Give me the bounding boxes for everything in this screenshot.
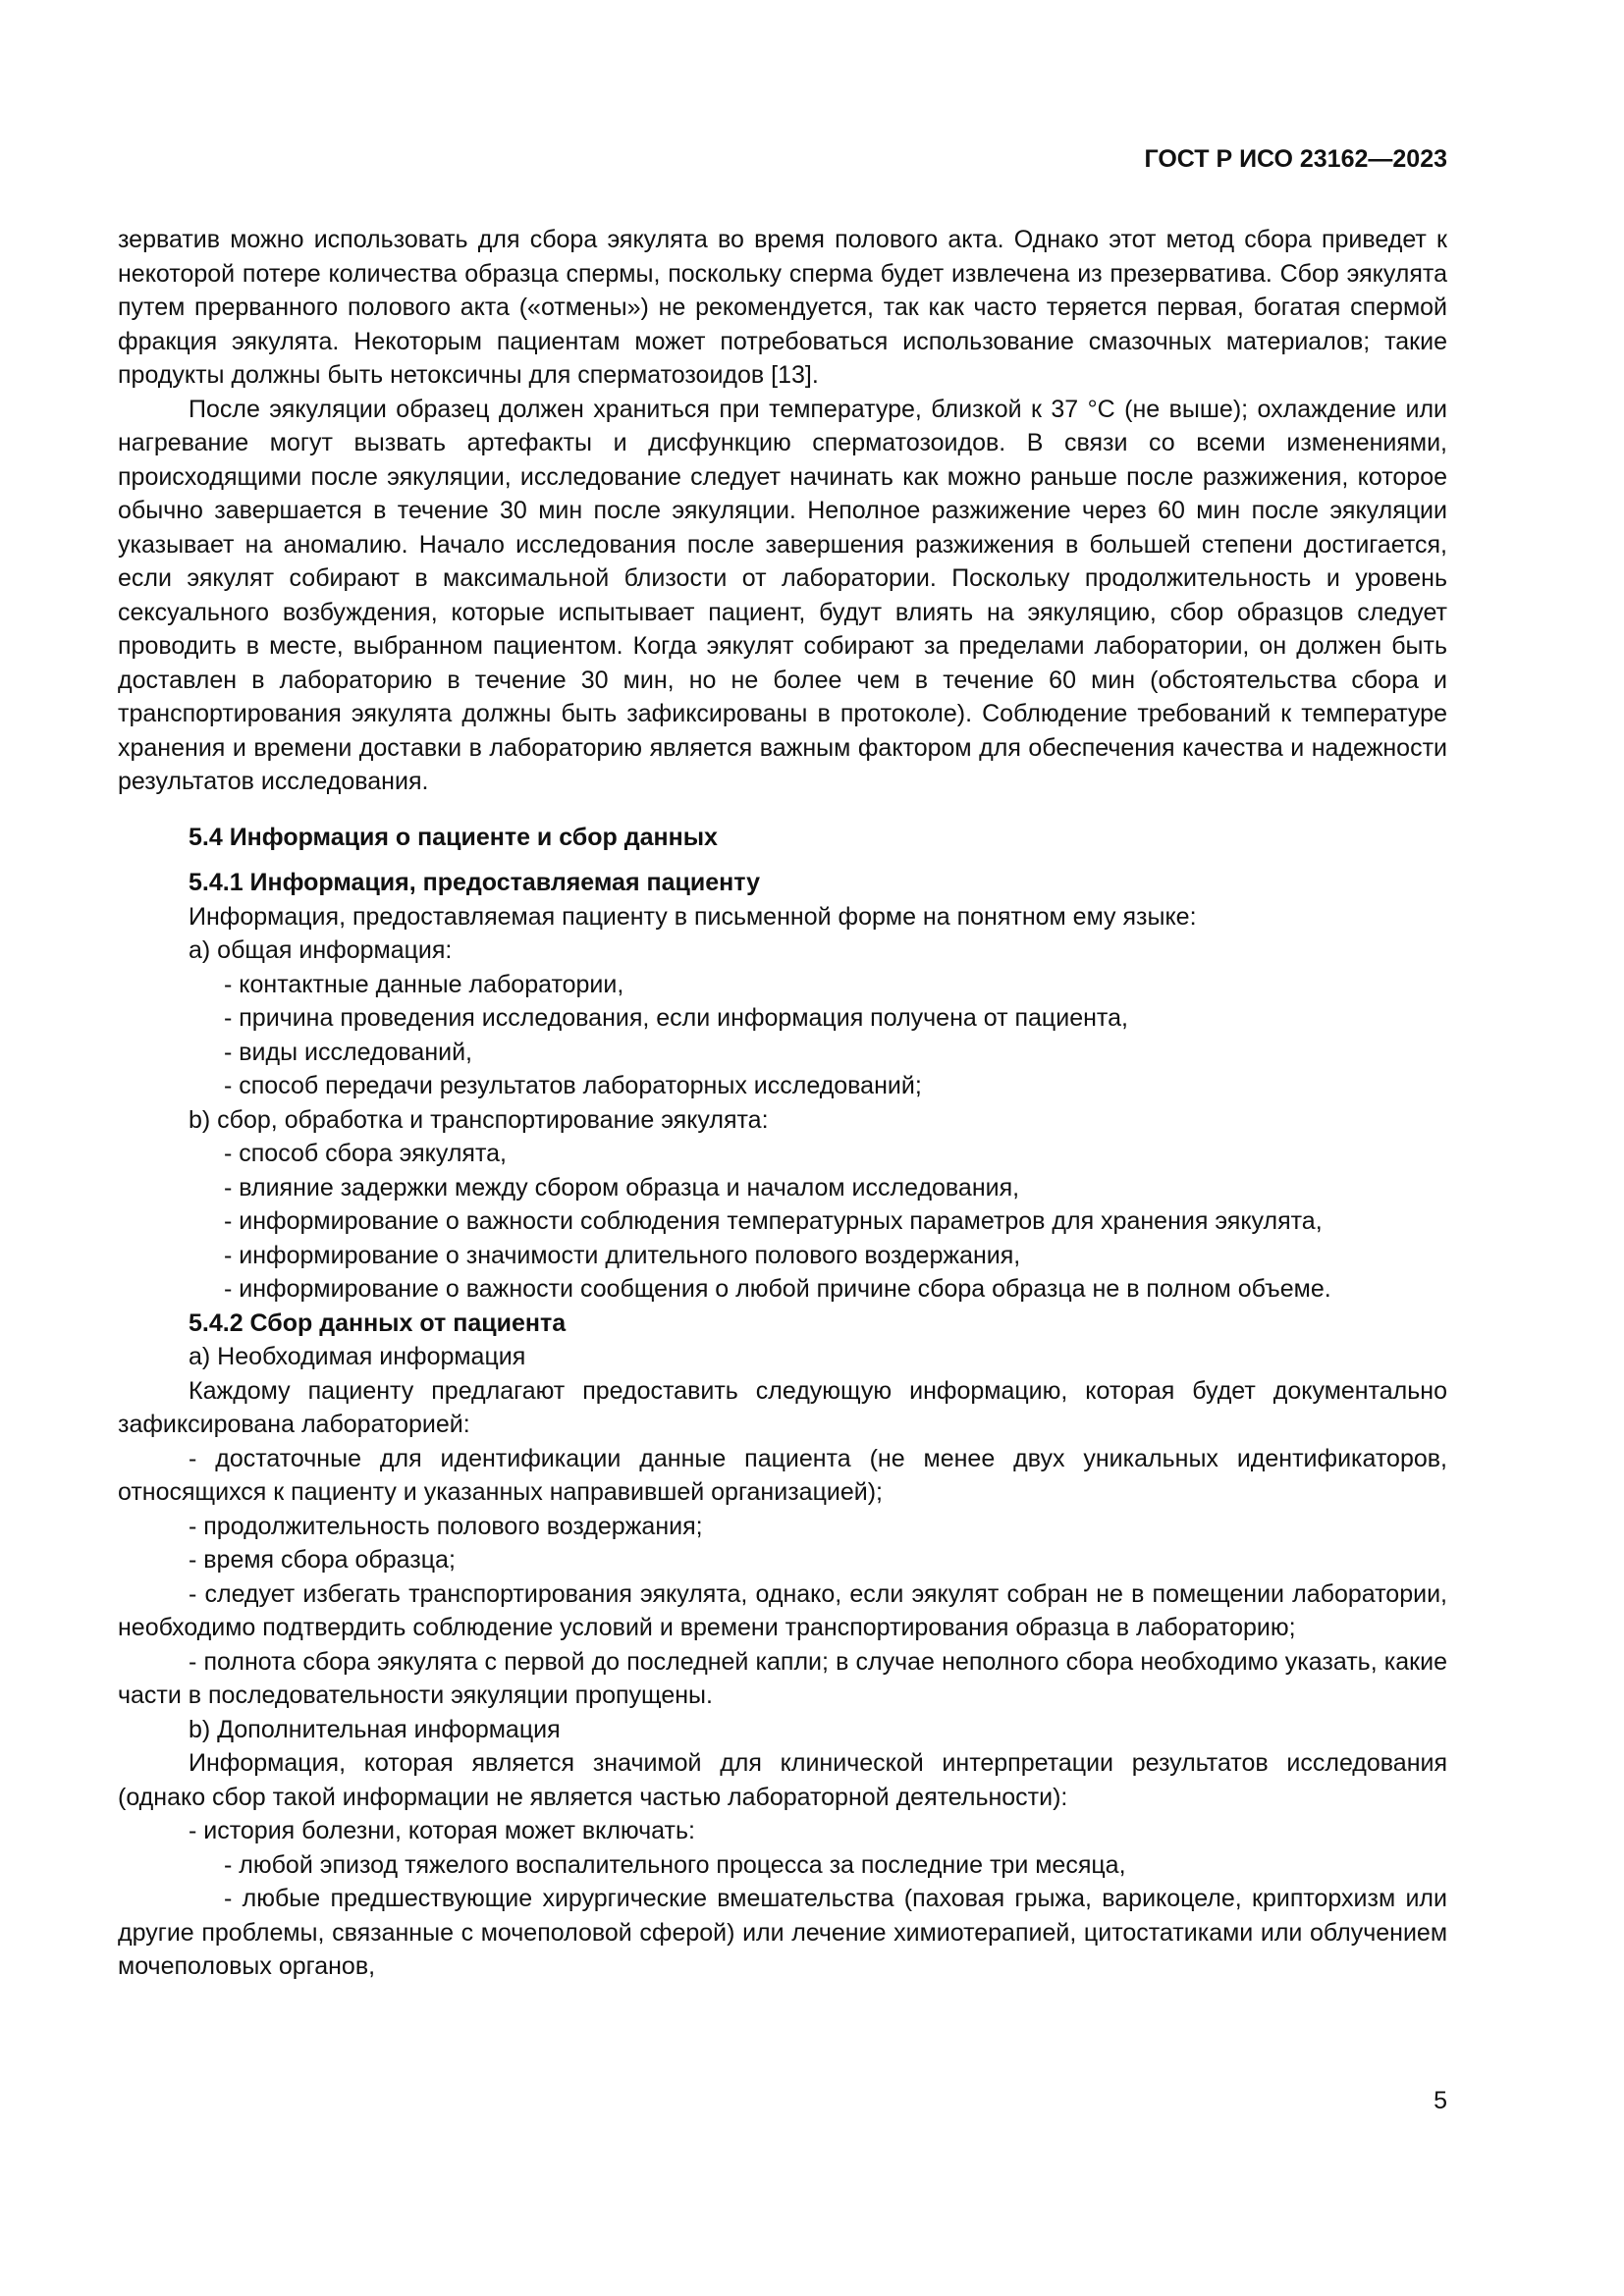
list-item: - история болезни, которая может включать: <box>189 1817 695 1844</box>
additional-info-lead: Информация, которая является значимой для клинической интерпретации результатов исследования (однако сбор такой информации не является частью лабораторной деятельности): <box>118 1749 1447 1811</box>
list-item: - причина проведения исследования, если информация получена от пациента, <box>224 1004 1128 1032</box>
required-info-lead: Каждому пациенту предлагают предоставить следующую информацию, которая будет документально зафиксирована лабораторией: <box>118 1376 1447 1438</box>
intro-paragraph-2: После эякуляции образец должен храниться при температуре, близкой к 37 °С (не выше); охлаждение или нагревание могут вызвать артефакты и дисфункцию сперматозоидов. В связи со всеми изменениями, происходящими после эякуляции, исследование следует начинать как можно раньше после разжижения, которое обычно завершается в течение 30 мин после эякуляции. Неполное разжижение через 60 мин после эякуляции указывает на аномалию. Начало исследования после завершения разжижения в большей степени достигается, если эякулят собирают в максимальной близости от лаборатории. Поскольку продолжительность и уровень сексуального возбуждения, которые испытывает пациент, будут влиять на эякуляцию, сбор образцов следует проводить в месте, выбранном пациентом. Когда эякулят собирают за пределами лаборатории, он должен быть доставлен в лабораторию в течение 30 мин, но не более чем в течение 60 мин (обстоятельства сбора и транспортирования эякулята должны быть зафиксированы в протоколе). Соблюдение требований к температуре хранения и времени доставки в лабораторию является важным фактором для обеспечения качества и надежности результатов исследования. <box>118 395 1447 795</box>
section-5-4-heading: 5.4 Информация о пациенте и сбор данных <box>189 823 718 851</box>
list-b-label: b) сбор, обработка и транспортирование эякулята: <box>189 1105 769 1134</box>
additional-info-label: b) Дополнительная информация <box>189 1715 561 1743</box>
list-item: - следует избегать транспортирования эякулята, однако, если эякулят собран не в помещении лаборатории, необходимо подтвердить соблюдение условий и времени транспортирования образца в лабораторию; <box>118 1579 1447 1641</box>
section-5-4-2-heading: 5.4.2 Сбор данных от пациента <box>189 1308 567 1337</box>
document-body <box>118 223 1447 1984</box>
list-item: - виды исследований, <box>224 1038 473 1066</box>
list-item: - информирование о значимости длительного полового воздержания, <box>224 1241 1021 1269</box>
intro-paragraph-1: зерватив можно использовать для сбора эякулята во время полового акта. Однако этот метод сбора приведет к некоторой потере количества образца спермы, поскольку сперма будет извлечена из презерватива. Сбор эякулята путем прерванного полового акта («отмены») не рекомендуется, так как часто теряется первая, богатая спермой фракция эякулята. Некоторым пациентам может потребоваться использование смазочных материалов; такие продукты должны быть нетоксичны для сперматозоидов [13]. <box>118 226 1447 389</box>
list-item: - информирование о важности сообщения о любой причине сбора образца не в полном объеме. <box>224 1275 1331 1303</box>
page-number: 5 <box>1434 2087 1447 2114</box>
sub-list-item: - любые предшествующие хирургические вмешательства (паховая грыжа, варикоцеле, крипторхизм или другие проблемы, связанные с мочеполовой сферой) или лечение химиотерапией, цитостатиками или облучением мочеполовых органов, <box>118 1885 1447 1980</box>
list-item: - продолжительность полового воздержания; <box>189 1512 703 1540</box>
document-id-header: ГОСТ Р ИСО 23162—2023 <box>1144 145 1447 173</box>
list-item: - время сбора образца; <box>189 1546 456 1574</box>
list-item: - полнота сбора эякулята с первой до последней капли; в случае неполного сбора необходимо указать, какие части в последовательности эякуляции пропущены. <box>118 1647 1447 1709</box>
list-item: - влияние задержки между сбором образца и началом исследования, <box>224 1173 1020 1201</box>
list-item: - способ передачи результатов лабораторных исследований; <box>224 1072 922 1099</box>
section-5-4-1-heading: 5.4.1 Информация, предоставляемая пациенту <box>189 869 760 896</box>
list-item: - достаточные для идентификации данные пациента (не менее двух уникальных идентификаторов, относящихся к пациенту и указанных направившей организацией); <box>118 1444 1447 1506</box>
section-5-4-1-lead: Информация, предоставляемая пациенту в письменной форме на понятном ему языке: <box>189 902 1197 931</box>
list-a-label: a) общая информация: <box>189 936 453 964</box>
list-item: - способ сбора эякулята, <box>224 1140 507 1167</box>
sub-list-item: - любой эпизод тяжелого воспалительного процесса за последние три месяца, <box>224 1850 1126 1879</box>
list-item: - информирование о важности соблюдения температурных параметров для хранения эякулята, <box>224 1207 1323 1235</box>
required-info-label: a) Необходимая информация <box>189 1343 526 1370</box>
list-item: - контактные данные лаборатории, <box>224 970 624 998</box>
